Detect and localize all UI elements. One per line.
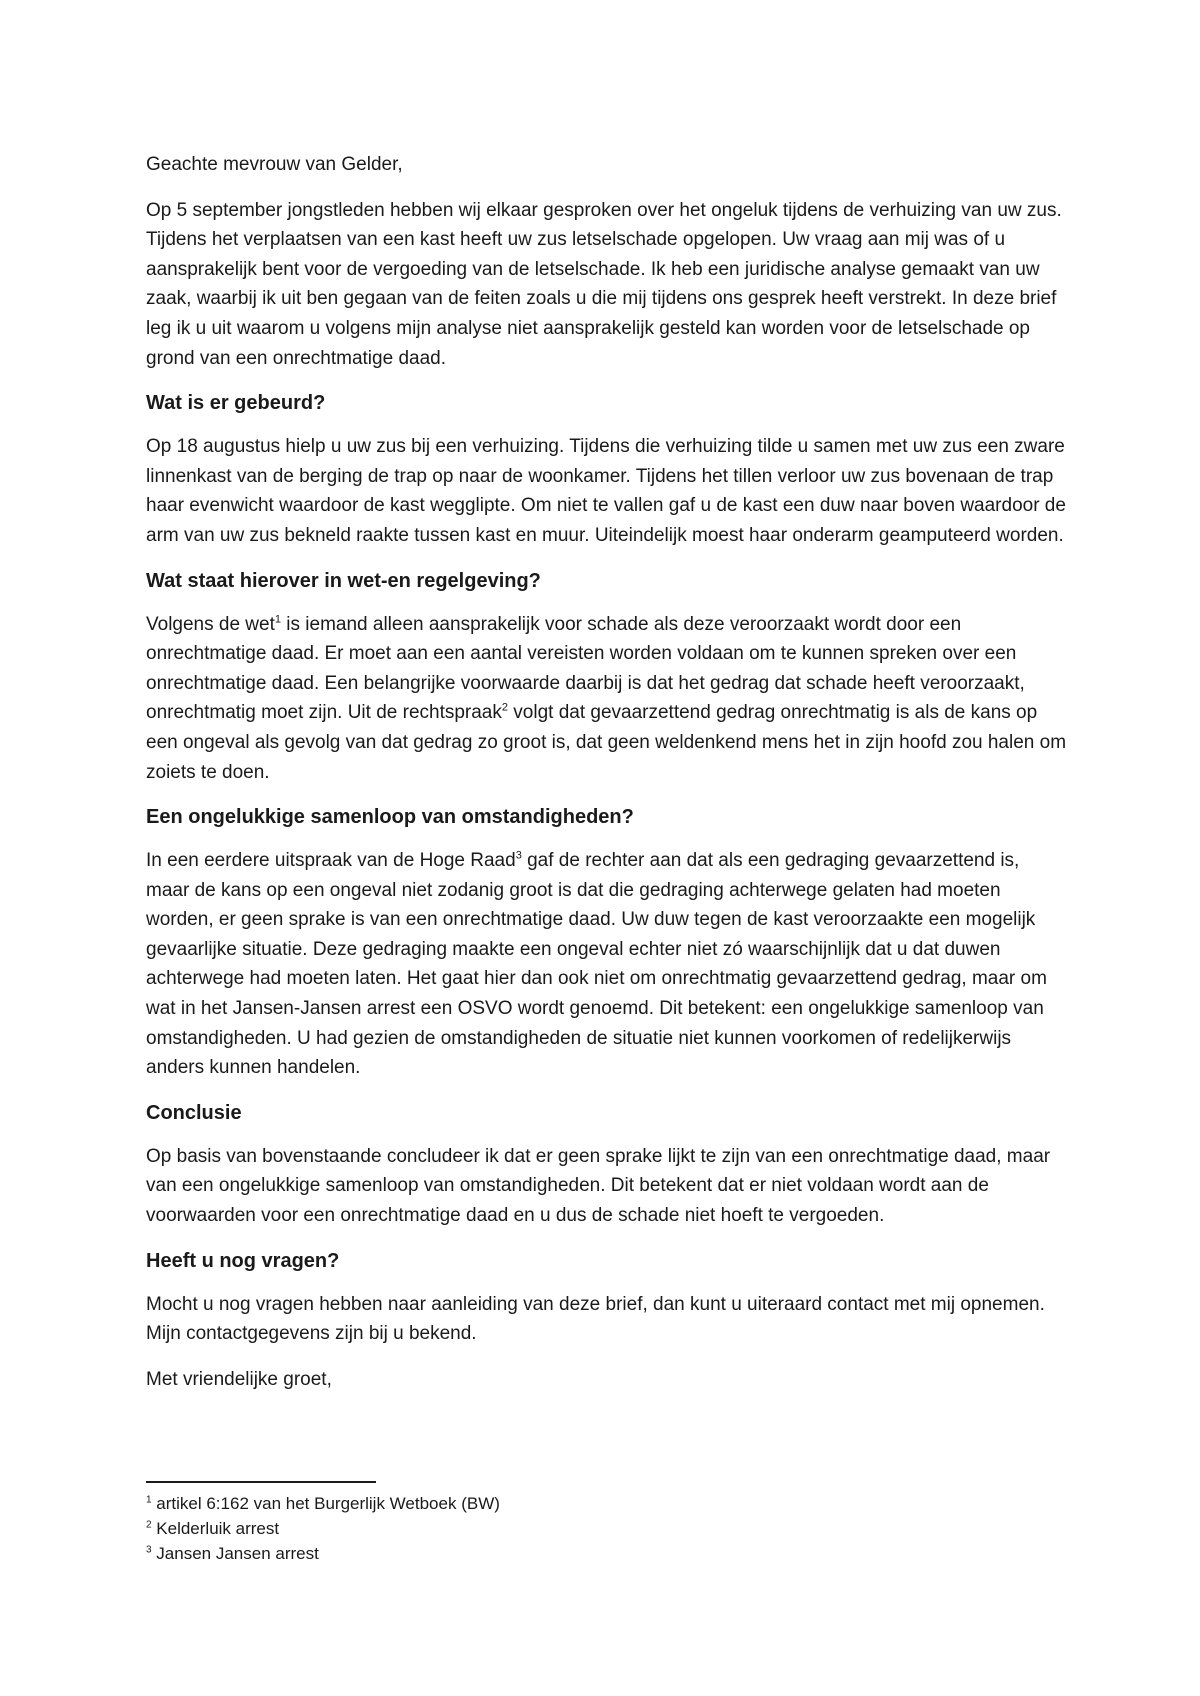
footnote-ref-3: 3 [515,849,522,862]
salutation: Geachte mevrouw van Gelder, [146,154,403,175]
footnote-text: Jansen Jansen arrest [151,1544,319,1563]
section-text-legislation [146,610,1066,788]
text-segment: In een eerdere uitspraak van de Hoge Raad [146,850,516,872]
footnote-2 [146,1516,1046,1541]
section-heading-questions: Heeft u nog vragen? [146,1249,340,1272]
text-segment: volgt dat gevaarzettend gedrag onrechtmatig is als de kans op een ongeval als gevolg van dat gedrag zo groot is, dat geen weldenkend mens het in zijn hoofd zou halen om zoiets te doen. [146,702,1067,783]
section-heading-circumstances: Een ongelukkige samenloop van omstandigheden? [146,806,634,829]
letter-body [146,150,1066,1394]
closing: Met vriendelijke groet, [146,1368,332,1390]
text-segment: gaf de rechter aan dat als een gedraging gevaarzettend is, maar de kans op een ongeval niet zodanig groot is dat die gedraging achterwege gelaten had moeten worden, er geen sprake is van een onrechtmatige daad. Uw duw tegen de kast veroorzaakte een mogelijk gevaarlijke situatie. Deze gedraging maakte een ongeval echter niet zó waarschijnlijk dat u dat duwen achterwege had moeten laten. Het gaat hier dan ook niet om onrechtmatig gevaarzettend gedrag, maar om wat in het Jansen-Jansen arrest een OSVO wordt genoemd. Dit betekent: een ongelukkige samenloop van omstandigheden. U had gezien de omstandigheden de situatie niet kunnen voorkomen of redelijkerwijs anders kunnen handelen. [146,850,1047,1079]
footnote-number: 2 [146,1519,152,1531]
section-heading-conclusion: Conclusie [146,1101,242,1124]
text-segment: Volgens de wet [146,613,275,635]
footnote-separator [146,1481,376,1483]
section-text-circumstances [146,846,1066,1083]
footnote-1 [146,1491,1046,1516]
text-segment: is iemand alleen aansprakelijk voor schade als deze veroorzaakt wordt door een onrechtmatige daad. Er moet aan een aantal vereisten worden voldaan om te kunnen spreken over een onrechtmatige daad. Een belangrijke voorwaarde daarbij is dat het gedrag dat schade heeft veroorzaakt, onrechtmatig moet zijn. Uit de rechtspraak [146,613,1025,724]
footnotes [146,1491,1046,1566]
footnote-number: 3 [146,1544,152,1556]
footnote-ref-1: 1 [274,613,281,626]
section-text-conclusion: Op basis van bovenstaande concludeer ik dat er geen sprake lijkt te zijn van een onrechtmatige daad, maar van een ongelukkige samenloop van omstandigheden. Dit betekent dat er niet voldaan wordt aan de voorwaarden voor een onrechtmatige daad en u dus de schade niet hoeft te vergoeden. [146,1145,1051,1227]
intro-paragraph: Op 5 september jongstleden hebben wij elkaar gesproken over het ongeluk tijdens de verhuizing van uw zus. Tijdens het verplaatsen van een kast heeft uw zus letselschade opgelopen. Uw vraag aan mij was of u aansprakelijk bent voor de vergoeding van de letselschade. Ik heb een juridische analyse gemaakt van uw zaak, waarbij ik uit ben gegaan van de feiten zoals u die mij tijdens ons gesprek heeft verstrekt. In deze brief leg ik u uit waarom u volgens mijn analyse niet aansprakelijk gesteld kan worden voor de letselschade op grond van een onrechtmatige daad. [146,199,1062,369]
section-text-what-happened: Op 18 augustus hielp u uw zus bij een verhuizing. Tijdens die verhuizing tilde u samen met uw zus een zware linnenkast van de berging de trap op naar de woonkamer. Tijdens het tillen verloor uw zus bovenaan de trap haar evenwicht waardoor de kast wegglipte. Om niet te vallen gaf u de kast een duw naar boven waardoor de arm van uw zus bekneld raakte tussen kast en muur. Uiteindelijk moest haar onderarm geamputeerd worden. [146,436,1066,546]
section-heading-legislation: Wat staat hierover in wet-en regelgeving? [146,569,541,592]
footnote-text: Kelderluik arrest [151,1519,280,1538]
footnote-text: artikel 6:162 van het Burgerlijk Wetboek (BW) [151,1494,500,1513]
footnote-number: 1 [146,1494,152,1506]
section-text-questions: Mocht u nog vragen hebben naar aanleiding van deze brief, dan kunt u uiteraard contact met mij opnemen. Mijn contactgegevens zijn bij u bekend. [146,1293,1045,1345]
section-heading-what-happened: Wat is er gebeurd? [146,392,326,415]
footnote-ref-2: 2 [501,701,509,714]
footnote-3 [146,1541,1046,1566]
